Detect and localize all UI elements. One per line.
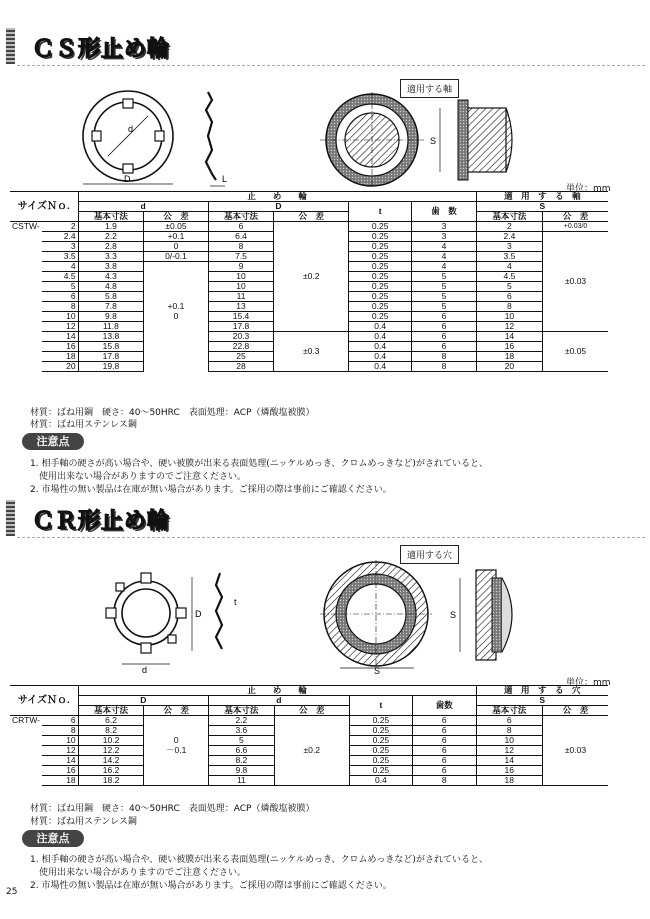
- cr-t-cell: 0.25: [349, 746, 412, 756]
- cs-S-cell: 18: [476, 352, 542, 362]
- cr-D-cell: 8.2: [78, 726, 144, 736]
- cs-S-cell: 10: [476, 312, 542, 322]
- cr-Dtol-1: 0: [144, 736, 209, 746]
- cs-prefix-cell: [10, 272, 42, 282]
- table-row: [10, 222, 608, 232]
- cr-S-cell: 8: [476, 726, 542, 736]
- cs-applicable-header: 適 用 す る 軸: [504, 191, 581, 201]
- cs-dtol-cell: [144, 262, 208, 272]
- cs-t-cell: 0.25: [349, 282, 412, 292]
- cs-S-cell: 16: [476, 342, 542, 352]
- cs-teeth-cell: 4: [412, 242, 476, 252]
- cr-prefix-cell: [10, 736, 42, 746]
- cr-d-header: d: [209, 696, 350, 706]
- cr-d-cell: 3.6: [209, 726, 275, 736]
- cs-S-label: S: [430, 136, 437, 146]
- cr-D-basic: 基本寸法: [78, 706, 144, 716]
- cs-dtol-cell: [144, 272, 208, 282]
- cr-prefix-cell: [10, 766, 42, 776]
- cs-prefix-cell: [10, 232, 42, 242]
- cr-D-tol: 公 差: [144, 706, 209, 716]
- cr-note1a: 1. 相手軸の硬さが高い場合や、硬い被膜が出来る表面処理(ニッケルめっき、クロムめっきなど)がされていると、: [30, 855, 488, 865]
- cs-size-cell: 4.5: [42, 272, 78, 282]
- cs-d-cell: 2.2: [78, 232, 144, 242]
- cs-note1b: 使用出来ない場合がありますのでご注意ください。: [30, 472, 247, 482]
- cs-S-cell: 4: [476, 262, 542, 272]
- cs-dtol-cell: 0: [144, 242, 208, 252]
- cs-t-cell: 0.25: [349, 232, 412, 242]
- cs-prefix-cell: [10, 332, 42, 342]
- cr-D-cell: 14.2: [78, 756, 144, 766]
- cr-note2: 2. 市場性の無い製品は在庫が無い場合があります。ご採用の際は事前にご確認ください。: [30, 881, 392, 891]
- cr-applicable-label: 適用する穴: [400, 545, 459, 564]
- cs-teeth-cell: 6: [412, 342, 476, 352]
- cr-S-header: S: [539, 695, 546, 705]
- cs-D-cell: 6: [208, 222, 274, 232]
- cs-t-cell: 0.25: [349, 262, 412, 272]
- cr-size-cell: 14: [42, 756, 78, 766]
- cs-size-cell: 3: [42, 242, 78, 252]
- cs-t-cell: 0.25: [349, 312, 412, 322]
- cr-S-cell: 18: [476, 776, 542, 786]
- cs-D-cell: 28: [208, 362, 274, 372]
- cs-t-cell: 0.4: [349, 342, 412, 352]
- cs-d-cell: 11.8: [78, 322, 144, 332]
- cs-teeth-cell: 4: [412, 252, 476, 262]
- cs-Stop-tol: +0.03/0: [543, 222, 608, 232]
- cs-S-cell: 12: [476, 322, 542, 332]
- cr-S-tol: 公 差: [562, 705, 589, 715]
- cr-D-cell: 6.2: [78, 716, 144, 726]
- cr-D-header: D: [78, 696, 208, 706]
- cs-S-cell: 20: [476, 362, 542, 372]
- cr-prefix-cell: [10, 776, 42, 786]
- cs-D-cell: 6.4: [208, 232, 274, 242]
- cr-D-label: D: [195, 609, 202, 619]
- cs-dtol-cell: [144, 322, 208, 332]
- cs-Dtol-a: ±0.2: [274, 222, 349, 332]
- cs-size-cell: 18: [42, 352, 78, 362]
- cr-S-cell: 12: [476, 746, 542, 756]
- cs-teeth-cell: 8: [412, 362, 476, 372]
- cs-applicable-label: 適用する軸: [400, 79, 459, 98]
- cs-dtol-cell: [144, 352, 208, 362]
- divider: [17, 65, 645, 67]
- cr-S-basic: 基本寸法: [476, 706, 542, 716]
- cr-d-label: d: [142, 665, 148, 675]
- cs-D-cell: 10: [208, 282, 274, 292]
- cs-S-cell: 8: [476, 302, 542, 312]
- cs-teeth-cell: 3: [412, 222, 476, 232]
- cs-S-cell: 2.4: [476, 232, 542, 242]
- cs-d-cell: 15.8: [78, 342, 144, 352]
- cs-prefix-cell: [10, 252, 42, 262]
- cs-d-cell: 7.8: [78, 302, 144, 312]
- cs-S-cell: 2: [476, 222, 542, 232]
- cs-t-cell: 0.25: [349, 292, 412, 302]
- cs-size-cell: 2: [42, 222, 78, 232]
- cr-d-cell: 2.2: [209, 716, 275, 726]
- cr-size-cell: 18: [42, 776, 78, 786]
- cs-dtol-cell: 0/-0.1: [144, 252, 208, 262]
- cs-teeth-cell: 6: [412, 332, 476, 342]
- cs-unit: 単位：mm: [566, 184, 611, 194]
- cs-caution-badge: 注意点: [22, 433, 84, 450]
- cr-prefix-cell: [10, 726, 42, 736]
- cr-size-cell: 10: [42, 736, 78, 746]
- cr-teeth-header: 歯数: [413, 696, 476, 716]
- cs-material2: 材質：ばね用ステンレス鋼: [30, 420, 137, 430]
- cs-teeth-cell: 5: [412, 302, 476, 312]
- cr-teeth-cell: 6: [413, 746, 476, 756]
- cs-Dtol-b: ±0.3: [274, 332, 349, 372]
- cr-S-bottom-label: S: [374, 666, 381, 675]
- cs-prefix-cell: [10, 362, 42, 372]
- cs-size-cell: 2.4: [42, 232, 78, 242]
- cs-teeth-cell: 3: [412, 232, 476, 242]
- cs-teeth-cell: 5: [412, 272, 476, 282]
- cs-D-cell: 20.3: [208, 332, 274, 342]
- cs-t-cell: 0.4: [349, 322, 412, 332]
- cs-dtol-cell: [144, 342, 208, 352]
- cs-d-cell: 19.8: [78, 362, 144, 372]
- cr-Dtol-2: －0.1: [144, 746, 209, 756]
- cs-S-cell: 5: [476, 282, 542, 292]
- cr-hole-drawing: [318, 560, 528, 675]
- cr-note1b: 使用出来ない場合がありますのでご注意ください。: [30, 868, 247, 878]
- cs-D-cell: 9: [208, 262, 274, 272]
- cr-t-cell: 0.25: [349, 766, 412, 776]
- cs-dtol-cell: 0: [144, 312, 208, 322]
- cr-Stol: ±0.03: [542, 716, 608, 786]
- cs-size-cell: 5: [42, 282, 78, 292]
- cs-note1a: 1. 相手軸の硬さが高い場合や、硬い被膜が出来る表面処理(ニッケルめっき、クロムめっきなど)がされていると、: [30, 459, 488, 469]
- cs-teeth-cell: 6: [412, 322, 476, 332]
- cr-ring-drawing: [100, 565, 260, 675]
- cs-dtol-cell: [144, 282, 208, 292]
- cs-D-cell: 15.4: [208, 312, 274, 322]
- cs-t-cell: 0.25: [349, 252, 412, 262]
- cs-t-cell: 0.25: [349, 242, 412, 252]
- cs-D-cell: 7.5: [208, 252, 274, 262]
- cr-teeth-cell: 6: [413, 716, 476, 726]
- cr-t-cell: 0.25: [349, 726, 412, 736]
- cs-shaft-drawing: [318, 92, 528, 192]
- cr-d-cell: 6.6: [209, 746, 275, 756]
- cr-t-cell: 0.25: [349, 756, 412, 766]
- cs-prefix-cell: CSTW-: [12, 221, 40, 232]
- cs-dtol-cell: [144, 292, 208, 302]
- cs-D-tol: 公 差: [274, 212, 349, 222]
- cs-t-cell: 0.4: [349, 332, 412, 342]
- cr-D-cell: 18.2: [78, 776, 144, 786]
- cs-prefix-cell: [10, 322, 42, 332]
- cs-t-cell: 0.4: [349, 352, 412, 362]
- cs-material1: 材質：ばね用鋼 硬さ：40～50HRC 表面処理：ACP（燐酸塩被膜）: [30, 408, 315, 418]
- cs-d-label: d: [128, 124, 134, 134]
- cr-material2: 材質：ばね用ステンレス鋼: [30, 817, 137, 827]
- cs-t-cell: 0.25: [349, 302, 412, 312]
- cr-teeth-cell: 6: [413, 726, 476, 736]
- cr-S-cell: 16: [476, 766, 542, 776]
- cs-dtol-cell: [144, 332, 208, 342]
- cr-prefix-cell: [10, 746, 42, 756]
- cs-spec-table: [10, 191, 608, 372]
- cr-Dtol-blank: [144, 716, 209, 736]
- cs-prefix-cell: [10, 352, 42, 362]
- cr-t-cell: 0.25: [349, 736, 412, 746]
- cr-S-cell: 6: [476, 716, 542, 726]
- cs-D-cell: 17.8: [208, 322, 274, 332]
- cs-D-basic: 基本寸法: [208, 212, 274, 222]
- cs-size-cell: 16: [42, 342, 78, 352]
- cr-d-cell: 9.8: [209, 766, 275, 776]
- cr-unit: 単位：mm: [566, 678, 611, 688]
- cr-size-cell: 16: [42, 766, 78, 776]
- cr-size-cell: 8: [42, 726, 78, 736]
- cr-t-label: t: [234, 597, 237, 607]
- cs-ring-drawing: [70, 80, 250, 195]
- cs-teeth-cell: 8: [412, 352, 476, 362]
- cr-prefix-cell: CRTW-: [12, 715, 41, 726]
- cs-d-cell: 13.8: [78, 332, 144, 342]
- cs-d-cell: 1.9: [78, 222, 144, 232]
- cs-prefix-cell: [10, 312, 42, 322]
- cr-caution-badge: 注意点: [22, 830, 84, 847]
- cr-d-basic: 基本寸法: [209, 706, 275, 716]
- cs-title: ＣＳ形止め輪: [32, 37, 171, 62]
- cs-size-cell: 20: [42, 362, 78, 372]
- cs-d-cell: 17.8: [78, 352, 144, 362]
- cr-applicable-header: 適 用 す る 穴: [503, 685, 581, 695]
- cs-S-cell: 14: [476, 332, 542, 342]
- cs-S-tol: 公 差: [562, 211, 589, 221]
- cs-prefix-cell: [10, 282, 42, 292]
- cr-section-header: [6, 500, 646, 540]
- cs-prefix-cell: [10, 292, 42, 302]
- cs-D-cell: 13: [208, 302, 274, 312]
- cs-dtol-cell: +0.1: [144, 302, 208, 312]
- cs-t-cell: 0.4: [349, 362, 412, 372]
- cs-t-cell: 0.25: [349, 272, 412, 282]
- cs-size-header: サイズＮｏ.: [10, 192, 78, 222]
- divider: [17, 537, 645, 539]
- cr-D-cell: 10.2: [78, 736, 144, 746]
- cs-d-cell: 9.8: [78, 312, 144, 322]
- cr-teeth-cell: 6: [413, 736, 476, 746]
- cs-d-cell: 4.8: [78, 282, 144, 292]
- section-bar: [6, 28, 15, 64]
- cs-d-cell: 4.3: [78, 272, 144, 282]
- cr-S-cell: 14: [476, 756, 542, 766]
- cr-size-cell: 12: [42, 746, 78, 756]
- cs-Stol-b: ±0.05: [543, 332, 608, 372]
- cs-prefix-cell: [10, 242, 42, 252]
- cs-S-header: S: [539, 201, 546, 211]
- cr-spec-table: [10, 685, 608, 786]
- cr-S-diagram-label: S: [450, 610, 457, 620]
- cs-prefix-cell: [10, 262, 42, 272]
- cs-D-cell: 25: [208, 352, 274, 362]
- cs-D-label: D: [124, 174, 131, 184]
- cs-teeth-cell: 6: [412, 312, 476, 322]
- cr-size-cell: 6: [42, 716, 78, 726]
- cs-d-cell: 3.8: [78, 262, 144, 272]
- cs-teeth-cell: 4: [412, 262, 476, 272]
- cr-Dtol-blank2: [144, 756, 209, 786]
- cs-d-basic: 基本寸法: [78, 212, 144, 222]
- cs-dtol-cell: [144, 362, 208, 372]
- cs-D-cell: 10: [208, 272, 274, 282]
- cs-S-cell: 3: [476, 242, 542, 252]
- cs-ring-header: 止 め 輪: [78, 192, 476, 202]
- cr-dtol: ±0.2: [274, 716, 349, 786]
- cs-S-cell: 6: [476, 292, 542, 302]
- cs-section-header: [6, 28, 646, 68]
- cs-d-cell: 2.8: [78, 242, 144, 252]
- cs-d-tol: 公 差: [144, 212, 208, 222]
- cs-size-cell: 10: [42, 312, 78, 322]
- cr-t-cell: 0.4: [349, 776, 412, 786]
- cs-d-cell: 5.8: [78, 292, 144, 302]
- cs-D-cell: 8: [208, 242, 274, 252]
- cs-D-cell: 11: [208, 292, 274, 302]
- cr-material1: 材質：ばね用鋼 硬さ：40～50HRC 表面処理：ACP（燐酸塩被膜）: [30, 804, 315, 814]
- cs-t-cell: 0.25: [349, 222, 412, 232]
- cs-dtol-cell: +0.1: [144, 232, 208, 242]
- cs-size-cell: 14: [42, 332, 78, 342]
- cr-prefix-cell: [10, 756, 42, 766]
- cs-prefix-cell: [10, 302, 42, 312]
- cr-ring-header: 止 め 輪: [78, 686, 476, 696]
- cs-Stol-a: ±0.03: [543, 232, 608, 332]
- cs-d-cell: 3.3: [78, 252, 144, 262]
- cr-teeth-cell: 6: [413, 756, 476, 766]
- cs-L-label: L: [222, 174, 228, 184]
- cs-dtol-cell: ±0.05: [144, 222, 208, 232]
- section-bar: [6, 500, 15, 536]
- page-number: 25: [6, 887, 18, 897]
- cs-note2: 2. 市場性の無い製品は在庫が無い場合があります。ご採用の際は事前にご確認ください。: [30, 485, 392, 495]
- cs-D-cell: 22.8: [208, 342, 274, 352]
- cr-d-cell: 8.2: [209, 756, 275, 766]
- table-row: [10, 716, 608, 726]
- cs-prefix-cell: [10, 342, 42, 352]
- cr-D-cell: 12.2: [78, 746, 144, 756]
- cr-teeth-cell: 8: [413, 776, 476, 786]
- cs-t-header: t: [349, 202, 412, 222]
- cs-size-cell: 8: [42, 302, 78, 312]
- cr-title: ＣＲ形止め輪: [32, 509, 171, 534]
- cr-t-header: t: [349, 696, 412, 716]
- cs-d-header: d: [78, 202, 208, 212]
- cs-size-cell: 3.5: [42, 252, 78, 262]
- cr-S-cell: 10: [476, 736, 542, 746]
- table-row: [10, 332, 608, 342]
- cs-S-basic: 基本寸法: [476, 212, 542, 222]
- cr-d-cell: 11: [209, 776, 275, 786]
- cs-teeth-header: 歯 数: [412, 202, 476, 222]
- cs-S-cell: 4.5: [476, 272, 542, 282]
- cs-size-cell: 6: [42, 292, 78, 302]
- cr-d-cell: 5: [209, 736, 275, 746]
- cr-t-cell: 0.25: [349, 716, 412, 726]
- cr-teeth-cell: 6: [413, 766, 476, 776]
- cs-teeth-cell: 5: [412, 282, 476, 292]
- cs-teeth-cell: 5: [412, 292, 476, 302]
- cr-D-cell: 16.2: [78, 766, 144, 776]
- cs-S-cell: 3.5: [476, 252, 542, 262]
- cr-d-tol: 公 差: [274, 706, 349, 716]
- cs-size-cell: 4: [42, 262, 78, 272]
- cr-size-header: サイズＮｏ.: [10, 686, 78, 716]
- cs-size-cell: 12: [42, 322, 78, 332]
- cs-D-header: D: [208, 202, 348, 212]
